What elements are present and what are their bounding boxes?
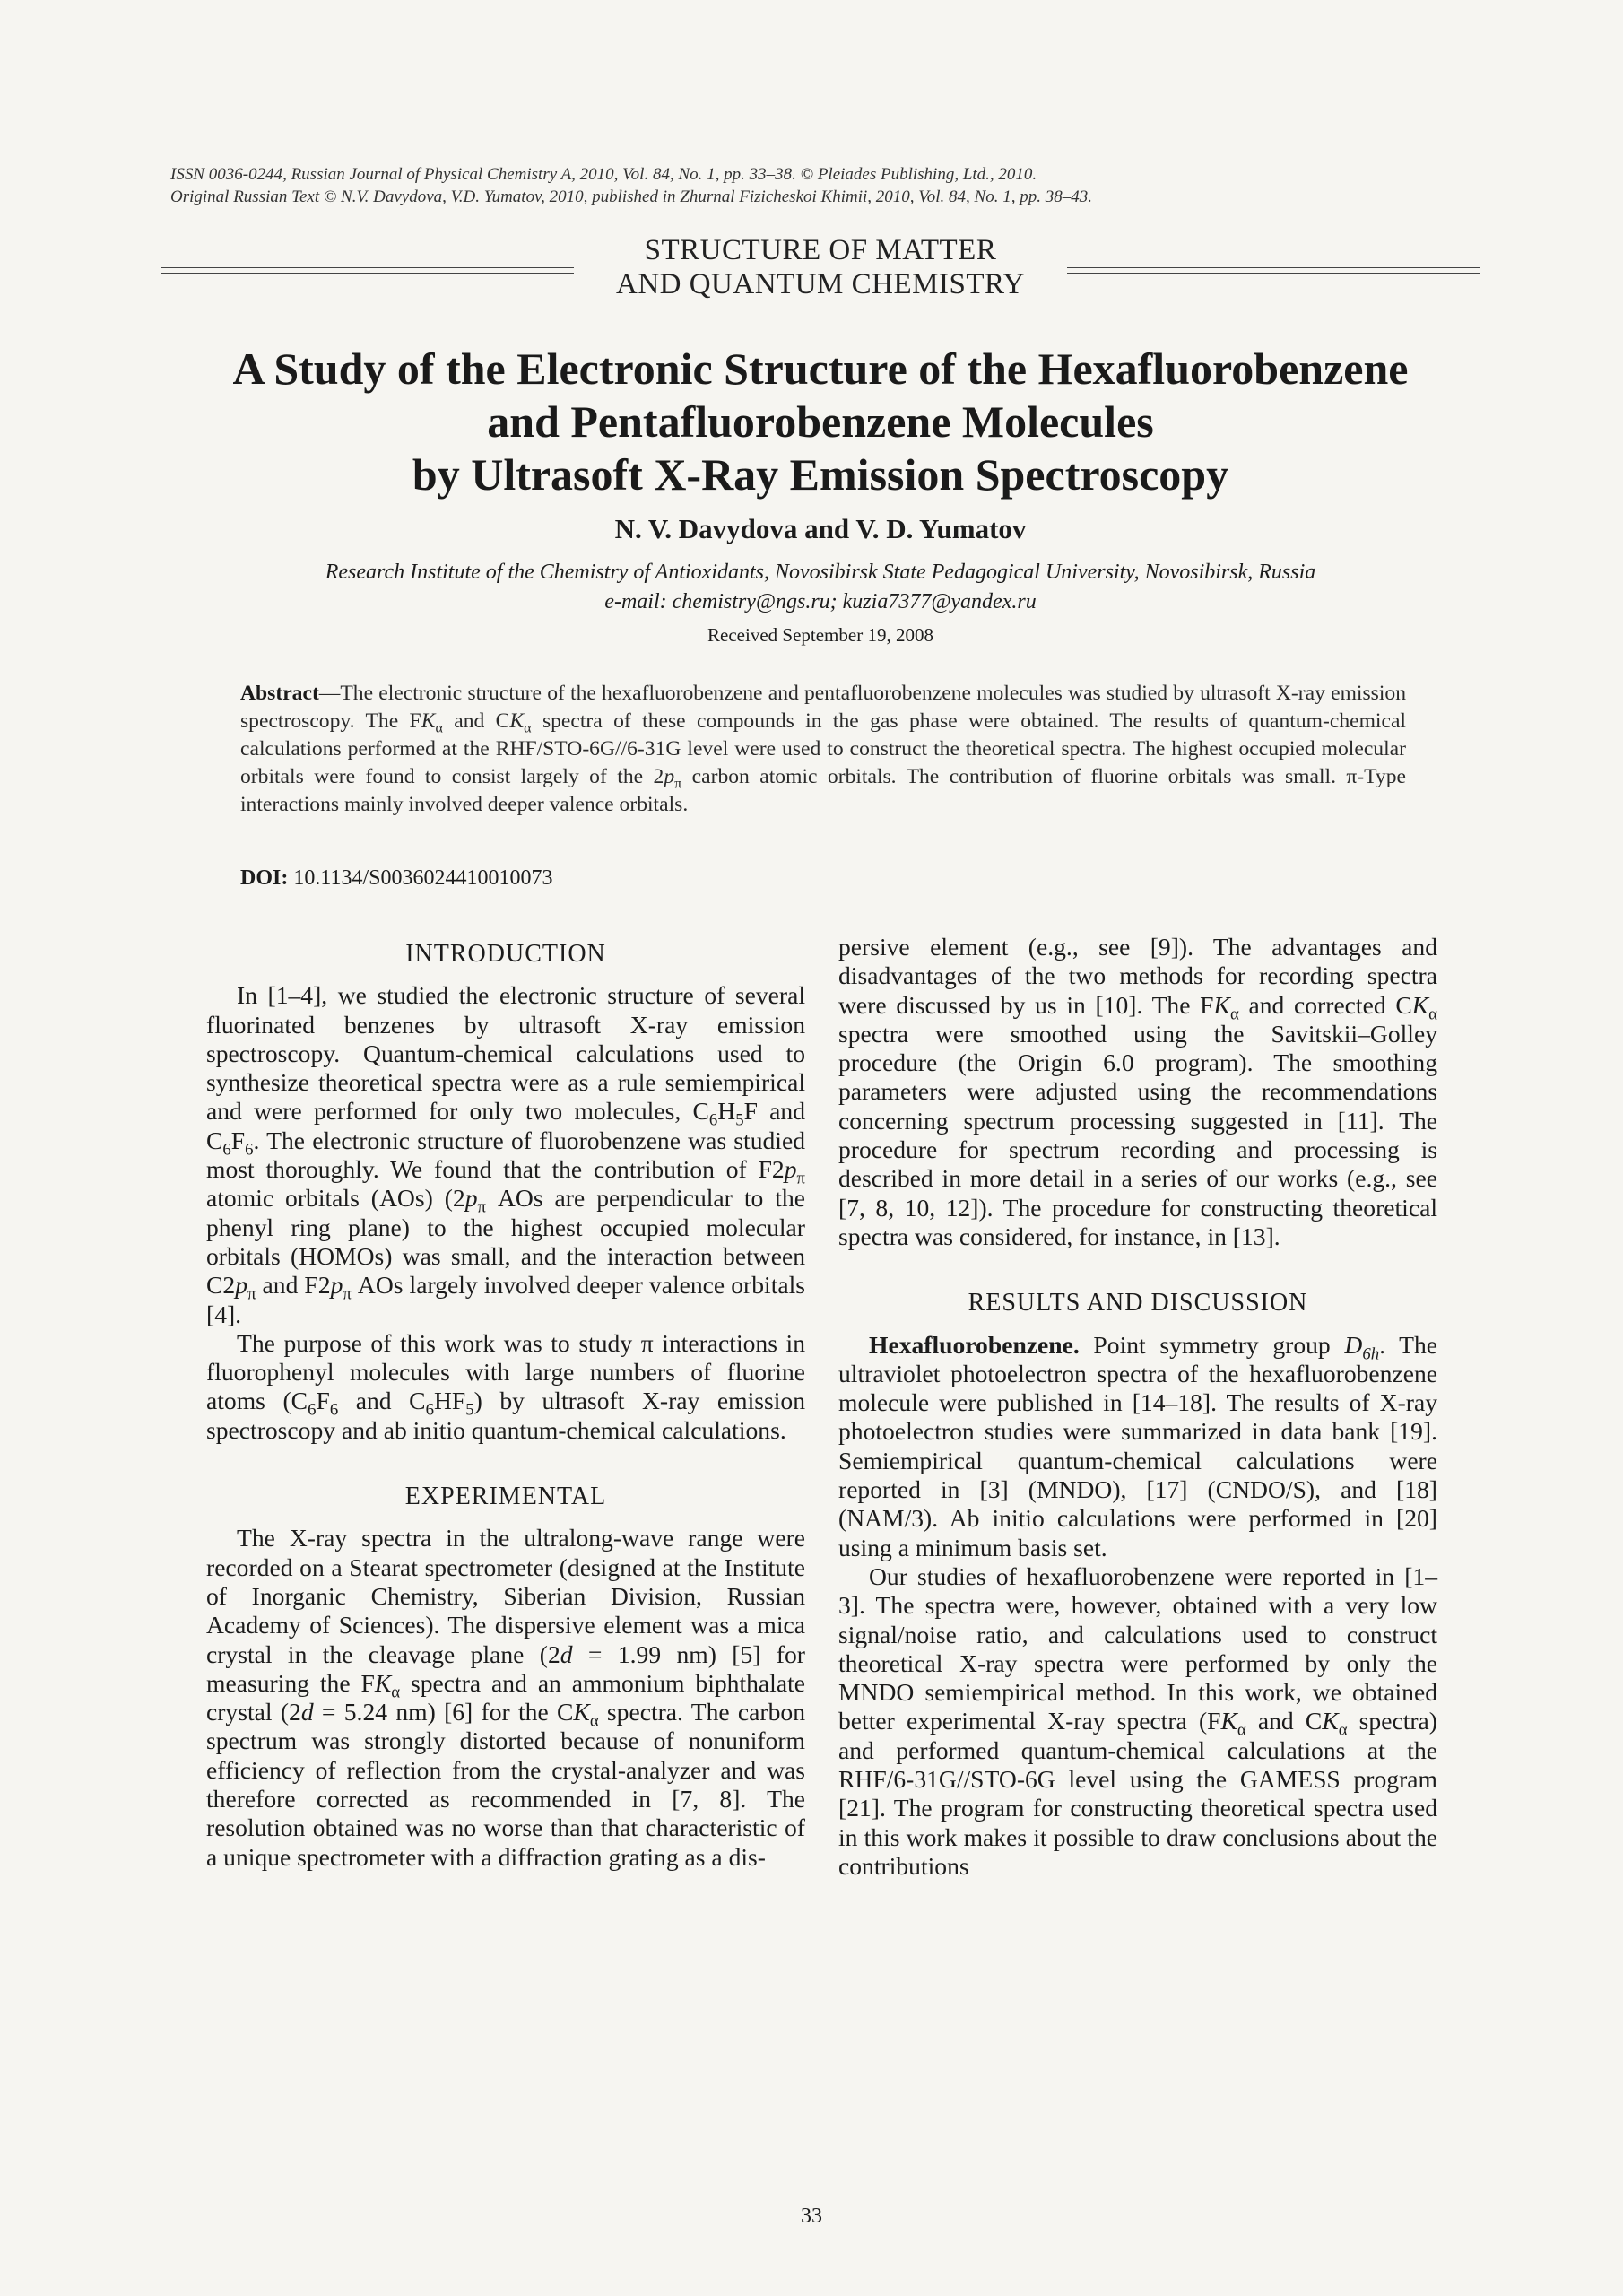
text-run: The X-ray spectra in the ultralong-wave range were recorded on a Stearat spectrometer (designed at the Institute of Inorganic Chemistry, Siberian Division, Russian Academy of Sciences). The dispersive element was a mica crystal in the cleavage plane (2 [206, 1524, 805, 1668]
subscript: 6 [329, 1400, 339, 1420]
results-paragraph-2 [838, 1562, 1437, 1881]
doi-value[interactable]: 10.1134/S0036024410010073 [293, 866, 553, 890]
results-paragraph-1 [838, 1331, 1437, 1562]
abstract-text: carbon atomic orbitals. The contribution of fluorine orbitals was small. π-Type interactions mainly involved deeper valence orbitals. [240, 765, 1406, 816]
text-run: and C [1245, 1707, 1323, 1735]
text-run: . The ultraviolet photoelectron spectra of the hexafluorobenzene molecule were published in [14–18]. The results of X-ray photoelectron studies were summarized in data bank [19]. Semiempirical quantum-chemical calculations were reported in [3] (MNDO), [17] (CNDO/S), and [18] (NAM/3). Ab initio calculations were performed in [20] using a minimum basis set. [838, 1330, 1438, 1561]
sym-p: p [235, 1271, 247, 1300]
affiliation-block [161, 558, 1480, 617]
sym-p: p [330, 1271, 343, 1300]
text-run: Our studies of hexafluorobenzene were reported in [1–3]. The spectra were, however, obtained with a very low signal/noise ratio, and calculations used to construct theoretical X-ray spectra were performed by only the MNDO semiempirical method. In this work, we obtained better experimental X-ray spectra (F [838, 1561, 1437, 1735]
abstract-label: Abstract [240, 682, 319, 705]
sym-k: K [421, 709, 436, 733]
text-run: F [230, 1126, 246, 1154]
article-title-line-3: by Ultrasoft X-Ray Emission Spectroscopy [412, 449, 1229, 500]
sym-k: K [374, 1668, 392, 1697]
spacer [206, 1445, 805, 1475]
text-run: = 5.24 nm) [6] for the C [313, 1698, 574, 1726]
abstract-text: spectra of these compounds in the gas phase were obtained. The results of quantum-chemical calculations performed at the RHF/STO-6G//6-31G level were used to construct the theoretical spectra. The highest occupied molecular orbitals were found to consist largely of the 2 [240, 709, 1406, 788]
text-run: spectra) and performed quantum-chemical calculations at the RHF/6-31G//STO-6G level using the GAMESS program [21]. The program for constructing theoretical spectra used in this work makes it possible to draw conclusions about the contributions [838, 1707, 1437, 1880]
sym-pi: π [674, 776, 682, 792]
sym-pi: π [796, 1169, 805, 1188]
sym-alpha: α [1428, 1004, 1437, 1024]
sym-p: p [464, 1184, 478, 1213]
text-run: persive element (e.g., see [9]). The advantages and disadvantages of the two methods for recording spectra were discussed by us in [10]. The F [838, 933, 1437, 1019]
affiliation: Research Institute of the Chemistry of Antioxidants, Novosibirsk State Pedagogical University, Novosibirsk, Russia [325, 561, 1316, 584]
text-run: ) by ultrasoft X-ray emission spectroscopy and ab initio quantum-chemical calculations. [206, 1387, 806, 1444]
abstract-text: —The electronic structure of the hexafluorobenzene and pentafluorobenzene molecules was studied by ultrasoft X-ray emission spectroscopy. The F [240, 682, 1406, 733]
text-run: F and C [206, 1097, 805, 1154]
subscript: 6 [708, 1111, 718, 1130]
sym-alpha: α [524, 720, 532, 736]
sym-alpha: α [1229, 1004, 1239, 1024]
text-run: = 1.99 nm) [5] for measuring the F [206, 1639, 805, 1697]
text-run: F [316, 1387, 330, 1415]
article-title-line-2: and Pentafluorobenzene Molecules [487, 396, 1154, 447]
sym-pi: π [477, 1197, 486, 1217]
journal-info [170, 163, 1426, 208]
text-run: spectra were smoothed using the Savitskii–Golley procedure (the Origin 6.0 program). The smoothing parameters were adjusted using the recommendations concerning spectrum processing suggested in [11]. The procedure for spectrum recording and processing is described in more detail in a series of our works (e.g., see [7, 8, 10, 12]). The procedure for constructing theoretical spectra was considered, for instance, in [13]. [838, 1019, 1437, 1250]
sym-d: d [300, 1698, 314, 1726]
banner-rule-left [161, 267, 574, 274]
spacer [838, 1251, 1437, 1282]
right-column [838, 933, 1437, 1881]
section-title-line-2: AND QUANTUM CHEMISTRY [615, 268, 1026, 300]
subscript: 5 [465, 1400, 474, 1420]
section-title-line-1: STRUCTURE OF MATTER [644, 234, 997, 266]
results-heading: RESULTS AND DISCUSSION [968, 1289, 1308, 1318]
subscript: 6 [425, 1400, 434, 1420]
introduction-paragraph-1 [206, 981, 805, 1329]
page-number: 33 [801, 2205, 822, 2228]
text-run: AOs are perpendicular to the phenyl ring plane) to the highest occupied molecular orbitals (HOMOs) was small, and the interaction between C2 [206, 1184, 805, 1300]
subscript: 6 [245, 1140, 254, 1160]
text-run: and C [338, 1387, 426, 1415]
sym-alpha: α [589, 1711, 599, 1731]
journal-info-line-1: ISSN 0036-0244, Russian Journal of Physical Chemistry A, 2010, Vol. 84, No. 1, pp. 33–38. © Pleiades Publishing, Ltd., 2010. [170, 165, 1037, 184]
text-run: The purpose of this work was to study π interactions in fluorophenyl molecules with large numbers of fluorine atoms (C [206, 1328, 805, 1415]
sym-6h: 6h [1362, 1344, 1380, 1364]
subscript: 6 [308, 1400, 317, 1420]
sym-k: K [1322, 1707, 1339, 1735]
sym-d-group: D [1344, 1330, 1363, 1359]
sym-alpha: α [1237, 1720, 1246, 1740]
abstract [240, 680, 1406, 819]
sym-p: p [664, 765, 675, 788]
sym-pi: π [343, 1284, 352, 1304]
sym-alpha: α [1338, 1720, 1348, 1740]
text-run: HF [433, 1387, 466, 1415]
text-run: spectra. The carbon spectrum was strongly distorted because of nonuniform efficiency of reflection from the crystal-analyzer and was therefore corrected as recommended in [7, 8]. The resolution obtained was no worse than that characteristic of a unique spectrometer with a diffraction grating as a dis- [206, 1698, 806, 1871]
email: e-mail: chemistry@ngs.ru; kuzia7377@yandex.ru [604, 590, 1037, 613]
text-run: atomic orbitals (AOs) (2 [206, 1184, 465, 1213]
journal-info-line-2: Original Russian Text © N.V. Davydova, V.D. Yumatov, 2010, published in Zhurnal Fizicheskoi Khimii, 2010, Vol. 84, No. 1, pp. 38–43. [170, 187, 1092, 206]
doi-label: DOI: [240, 866, 289, 890]
section-banner [161, 231, 1480, 303]
sym-k: K [1411, 990, 1429, 1019]
introduction-heading: INTRODUCTION [405, 940, 606, 968]
sym-k: K [1220, 1707, 1237, 1735]
run-in-heading: Hexafluorobenzene. [869, 1330, 1080, 1359]
subscript: 6 [222, 1140, 231, 1160]
text-run: and F2 [256, 1271, 331, 1300]
received-date: Received September 19, 2008 [707, 624, 933, 646]
sym-pi: π [247, 1284, 256, 1304]
experimental-paragraph-1 [206, 1524, 805, 1872]
text-run: Point symmetry group [1079, 1330, 1345, 1359]
introduction-paragraph-2 [206, 1329, 805, 1445]
subscript: 5 [735, 1111, 744, 1130]
experimental-heading: EXPERIMENTAL [404, 1483, 607, 1511]
text-run: AOs largely involved deeper valence orbitals [4]. [206, 1271, 806, 1328]
text-run: spectra and an ammonium biphthalate crystal (2 [206, 1668, 805, 1726]
sym-d: d [560, 1639, 573, 1668]
sym-k: K [573, 1698, 590, 1726]
sym-alpha: α [391, 1683, 401, 1702]
sym-k: K [509, 709, 525, 733]
sym-p: p [784, 1155, 797, 1184]
abstract-text: and C [442, 709, 510, 733]
text-run: . The electronic structure of fluorobenzene was studied most thoroughly. We found that the contribution of F2 [206, 1126, 805, 1184]
text-run: and corrected C [1238, 990, 1412, 1019]
authors: N. V. Davydova and V. D. Yumatov [614, 513, 1027, 544]
text-run: H [717, 1097, 736, 1126]
banner-rule-right [1067, 267, 1480, 274]
doi [240, 866, 552, 891]
sym-alpha: α [435, 720, 443, 736]
section-title [583, 233, 1058, 301]
article-title [161, 343, 1480, 501]
article-title-line-1: A Study of the Electronic Structure of the Hexafluorobenzene [232, 344, 1409, 394]
left-column [206, 933, 805, 1872]
continued-paragraph [838, 933, 1437, 1251]
text-run: In [1–4], we studied the electronic structure of several fluorinated benzenes by ultrasoft X-ray emission spectroscopy. Quantum-chemical calculations used to synthesize theoretical spectra were as a rule semiempirical and were performed for only two molecules, C [206, 981, 805, 1126]
sym-k: K [1213, 990, 1230, 1019]
